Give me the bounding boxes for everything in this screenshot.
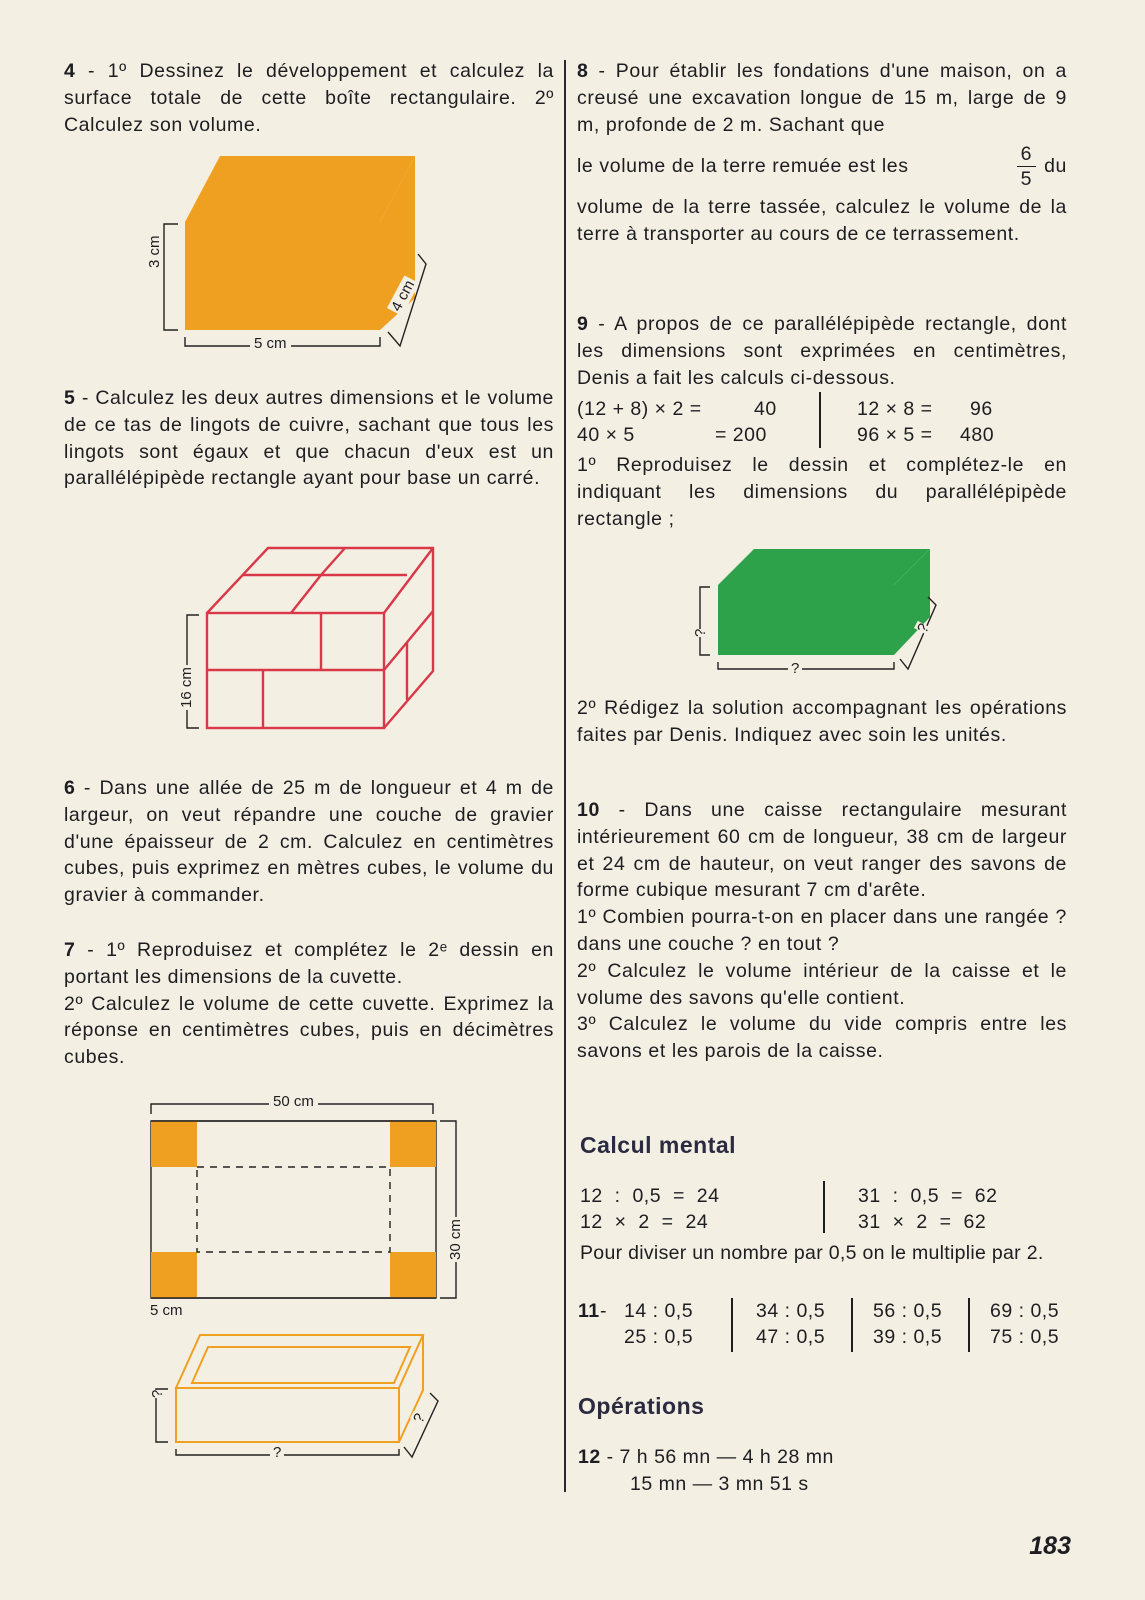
exercise-10-q2: [577, 958, 1067, 1012]
calcul-mental-examples: [580, 1185, 1070, 1239]
exercise-10-q3: [577, 1011, 1067, 1065]
label-width-50cm: 50 cm: [269, 1093, 318, 1110]
label-unknown-length: ?: [270, 1444, 284, 1461]
example-b1: 31 : 0,5 = 62: [858, 1185, 998, 1207]
exercise-10-block: [577, 797, 1067, 1065]
exercise-9-q1: [577, 452, 1067, 532]
ex11-separator: [851, 1298, 853, 1352]
exercise-text: 2º Rédigez la solution accompagnant les opérations faites par Denis. Indiquez avec soin les unités.: [577, 697, 1067, 746]
exercise-number: 12: [578, 1446, 601, 1468]
exercise-8-cont: [577, 194, 1067, 248]
exercise-text: 2º Calculez le volume de cette cuvette. Exprimez la réponse en centimètres cubes, puis en décimètres cubes.: [64, 992, 554, 1069]
exercise-9-q1-block: [577, 452, 1067, 532]
label-depth-4cm: 4 cm: [387, 277, 419, 315]
exercise-6: [64, 775, 554, 909]
calc-line-1: (12 + 8) × 2 =: [577, 398, 702, 420]
left-column: [64, 58, 554, 138]
label-unknown-depth: ?: [410, 1410, 429, 1426]
label-height-16cm: 16 cm: [178, 667, 195, 708]
ex11-separator: [968, 1298, 970, 1352]
figure-tray-development: [140, 1090, 480, 1320]
exercise-text: du: [1044, 154, 1067, 177]
exercise-5-block: [64, 385, 554, 492]
exercise-8: [577, 58, 1067, 138]
exercise-text: - Dans une allée de 25 m de longueur et 4 m de largeur, on veut répandre une couche de gravier d'une épaisseur de 2 cm. Calculez en centimètres cubes, puis exprimez en mètres cubes, le volume du gravier à commander.: [64, 777, 554, 907]
example-separator: [823, 1181, 825, 1233]
exercise-number: 10: [577, 799, 600, 821]
exercise-text: - Pour établir les fondations d'une maison, on a creusé une excavation longue de 15 m, large de 9 m, profonde de 2 m. Sachant que: [577, 60, 1067, 136]
right-column: [577, 58, 1067, 248]
fraction-numerator: 6: [1017, 142, 1036, 167]
exercise-6-block: [64, 775, 554, 909]
exercise-7-block: [64, 937, 554, 1071]
exercise-text: - Dans une caisse rectangulaire mesurant intérieurement 60 cm de longueur, 38 cm de largeur et 24 cm de hauteur, on veut ranger des savons de forme cubique mesurant 7 cm d'arête.: [577, 799, 1067, 902]
label-height-30cm: 30 cm: [447, 1219, 464, 1260]
example-a2: 12 × 2 = 24: [580, 1211, 709, 1233]
exercise-number: 8: [577, 60, 589, 82]
exercise-text: volume de la terre tassée, calculez le volume de la terre à transporter au cours de ce terrassement.: [577, 196, 1067, 246]
calc-result-1: 40: [754, 398, 777, 420]
operation-12-line-2: 15 mn — 3 mn 51 s: [630, 1473, 809, 1495]
exercise-text: 2º Calculez le volume intérieur de la caisse et le volume des savons qu'elle contient.: [577, 959, 1067, 1009]
exercise-text: 1º Combien pourra-t-on en placer dans une rangée ? dans une couche ? en tout ?: [577, 906, 1067, 955]
ex11-item: 56 : 0,5: [873, 1300, 943, 1322]
calc-result-4: 480: [960, 424, 995, 446]
exercise-text: 3º Calculez le volume du vide compris entre les savons et les parois de la caisse.: [577, 1013, 1067, 1063]
ex11-item: 14 : 0,5: [624, 1300, 694, 1322]
calcul-mental-title: Calcul mental: [580, 1132, 737, 1158]
figure-tray-3d: [140, 1325, 460, 1485]
calc-line-2: 40 × 5: [577, 424, 635, 446]
page-number: 183: [1029, 1532, 1071, 1560]
operation-12-line-1: 12 - 7 h 56 mn — 4 h 28 mn: [578, 1446, 834, 1468]
label-width-5cm: 5 cm: [250, 335, 291, 352]
example-a1: 12 : 0,5 = 24: [580, 1185, 720, 1207]
exercise-text: - A propos de ce parallélépipède rectangle, dont les dimensions sont exprimées en centimètres, Denis a fait les calculs ci-dessous.: [577, 313, 1067, 389]
calc-line-3: 12 × 8 =: [857, 398, 933, 420]
label-unknown-height: ?: [149, 1389, 166, 1398]
exercise-4: [64, 58, 554, 138]
exercise-text: - Calculez les deux autres dimensions et le volume de ce tas de lingots de cuivre, sachant que tous les lingots sont égaux et que chacun d'eux est un parallélépipède rectangle ayant pour base un carré.: [64, 387, 554, 490]
ex11-item: 69 : 0,5: [990, 1300, 1060, 1322]
calc-line-4: 96 × 5 =: [857, 424, 933, 446]
calcul-mental-rule: Pour diviser un nombre par 0,5 on le multiplie par 2.: [580, 1242, 1044, 1264]
operation-text: 7 h 56 mn — 4 h 28 mn: [619, 1446, 834, 1468]
calcul-mental-rule-block: [580, 1240, 1068, 1267]
exercise-5: [64, 385, 554, 492]
ex11-item: 75 : 0,5: [990, 1326, 1060, 1348]
label-corner-5cm: 5 cm: [150, 1302, 183, 1319]
exercise-number: 7: [64, 939, 76, 961]
calc-separator: [819, 392, 821, 448]
exercise-number: 11: [578, 1300, 600, 1322]
label-height-3cm: 3 cm: [146, 235, 163, 268]
calc-result-3: 96: [970, 398, 993, 420]
exercise-text: 1º Reproduisez le dessin et complétez-le en indiquant les dimensions du parallélépipède rectangle ;: [577, 454, 1067, 530]
figure-copper-ingots: [175, 545, 445, 745]
ex11-item: 47 : 0,5: [756, 1326, 826, 1348]
exercise-text: le volume de la terre remuée est les: [577, 154, 909, 177]
exercise-number: 6: [64, 777, 76, 799]
ex11-item: 25 : 0,5: [624, 1326, 694, 1348]
figure-orange-box: [150, 150, 450, 360]
exercise-number: 5: [64, 387, 76, 409]
ex11-separator: [731, 1298, 733, 1352]
calc-result-2: = 200: [715, 424, 767, 446]
dash: -: [600, 1300, 607, 1322]
denis-calculations: [577, 398, 1067, 454]
exercise-7: [64, 937, 554, 1071]
exercise-9-q2: [577, 695, 1067, 749]
exercise-text: - 1º Dessinez le développement et calculez la surface totale de cette boîte rectangulaire. 2º Calculez son volume.: [64, 60, 554, 136]
ex11-item: 39 : 0,5: [873, 1326, 943, 1348]
example-b2: 31 × 2 = 62: [858, 1211, 987, 1233]
exercise-11: [578, 1300, 1068, 1356]
exercise-9-block: [577, 311, 1067, 391]
exercise-9-q2-block: [577, 695, 1067, 749]
exercise-number: 4: [64, 60, 76, 82]
label-unknown-green-height: ?: [692, 628, 709, 637]
fraction-six-fifths: [1017, 142, 1036, 191]
exercise-10: [577, 797, 1067, 904]
exercise-10-q1: [577, 904, 1067, 958]
figure-green-box: [690, 545, 950, 685]
exercise-8-fraction-line: [577, 138, 1067, 194]
ex11-item: 34 : 0,5: [756, 1300, 826, 1322]
label-unknown-green-length: ?: [788, 660, 802, 677]
label-unknown-green-depth: ?: [914, 620, 933, 636]
column-divider: [564, 60, 566, 1492]
exercise-9: [577, 311, 1067, 391]
fraction-denominator: 5: [1020, 167, 1033, 190]
exercise-text: - 1º Reproduisez et complétez le 2ᵉ dessin en portant les dimensions de la cuvette.: [64, 939, 554, 988]
exercise-number: 9: [577, 313, 589, 335]
operations-title: Opérations: [578, 1393, 705, 1419]
